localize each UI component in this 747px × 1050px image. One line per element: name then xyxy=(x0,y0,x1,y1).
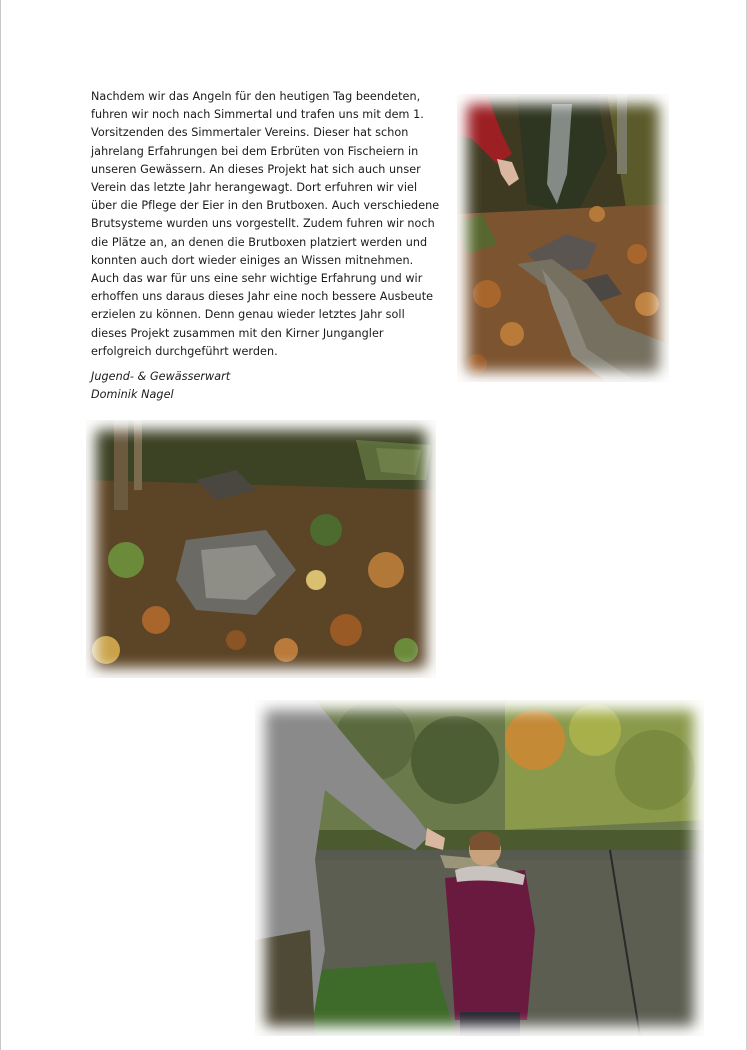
signature-block xyxy=(91,368,441,404)
page-edge-left xyxy=(0,0,1,1050)
photo-stream-pool xyxy=(86,420,436,678)
photo-stream-pointing xyxy=(457,94,669,382)
photo-stream-pool-image xyxy=(86,420,436,678)
photo-girl-with-fish-image xyxy=(255,700,704,1036)
photo-girl-with-fish xyxy=(255,700,704,1036)
article-paragraph: Nachdem wir das Angeln für den heutigen Tag beendeten, fuhren wir noch nach Simmertal und trafen uns mit dem 1. Vorsitzenden des Simmertaler Vereins. Dieser hat schon jahrelang Erfahrungen bei dem Erbrüten von Fischeiern in unseren Gewässern. An dieses Projekt hat sich auch unser Verein das letzte Jahr herangewagt. Dort erfuhren wir viel über die Pflege der Eier in den Brutboxen. Auch verschiedene Brutsysteme wurden uns vorgestellt. Zudem fuhren wir noch die Plätze an, an denen die Brutboxen platziert werden und konnten auch dort wieder einiges an Wissen mitnehmen. Auch das war für uns eine sehr wichtige Erfahrung und wir erhoffen uns daraus dieses Jahr eine noch bessere Ausbeute erzielen zu können. Denn genau wieder letztes Jahr soll dieses Projekt zusammen mit den Kirner Jungangler erfolgreich durchgeführt werden. xyxy=(91,90,440,358)
signature-role: Jugend- & Gewässerwart xyxy=(91,370,231,384)
article-text-block xyxy=(91,88,441,404)
photo-stream-pointing-image xyxy=(457,94,669,382)
signature-name: Dominik Nagel xyxy=(91,388,174,402)
